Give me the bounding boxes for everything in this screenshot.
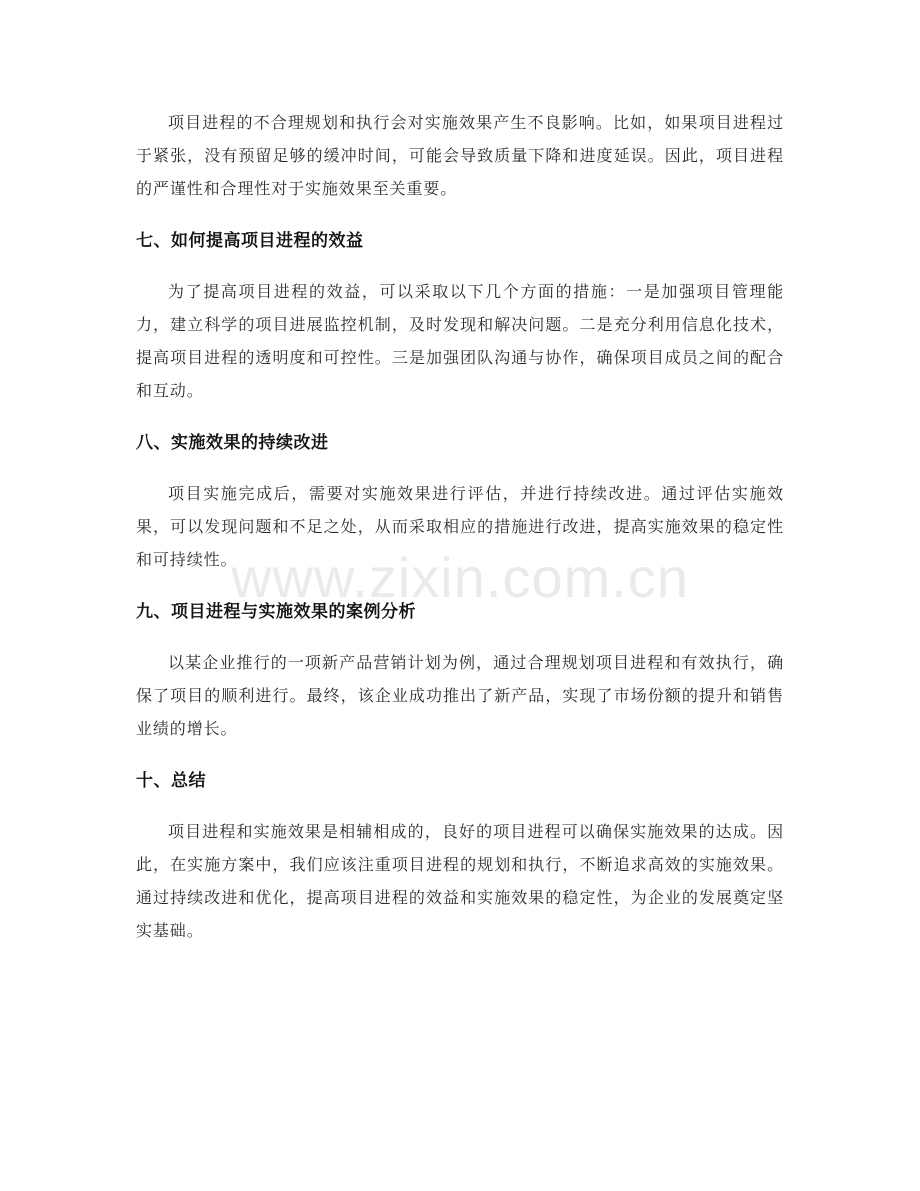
- watermark-text: www.zixin.com.cn: [231, 546, 689, 609]
- section-7-paragraph: 为了提高项目进程的效益，可以采取以下几个方面的措施：一是加强项目管理能力，建立科学的项目进展监控机制，及时发现和解决问题。二是充分利用信息化技术，提高项目进程的透明度和可控性。三是加强团队沟通与协作，确保项目成员之间的配合和互动。: [136, 282, 784, 400]
- section-8-heading: 八、实施效果的持续改进: [136, 433, 329, 453]
- section-9-paragraph: 以某企业推行的一项新产品营销计划为例，通过合理规划项目进程和有效执行，确保了项目的顺利进行。最终，该企业成功推出了新产品，实现了市场份额的提升和销售业绩的增长。: [136, 653, 784, 738]
- section-10-paragraph: 项目进程和实施效果是相辅相成的，良好的项目进程可以确保实施效果的达成。因此，在实施方案中，我们应该注重项目进程的规划和执行，不断追求高效的实施效果。通过持续改进和优化，提高项目进程的效益和实施效果的稳定性，为企业的发展奠定坚实基础。: [136, 822, 784, 940]
- section-9-heading: 九、项目进程与实施效果的案例分析: [136, 602, 416, 622]
- intro-paragraph: 项目进程的不合理规划和执行会对实施效果产生不良影响。比如，如果项目进程过于紧张，没有预留足够的缓冲时间，可能会导致质量下降和进度延误。因此，项目进程的严谨性和合理性对于实施效果至关重要。: [136, 113, 784, 198]
- section-8-paragraph: 项目实施完成后，需要对实施效果进行评估，并进行持续改进。通过评估实施效果，可以发现问题和不足之处，从而采取相应的措施进行改进，提高实施效果的稳定性和可持续性。: [136, 484, 784, 569]
- section-7-heading: 七、如何提高项目进程的效益: [136, 231, 364, 251]
- document-content: [136, 106, 784, 947]
- section-10-heading: 十、总结: [136, 771, 206, 791]
